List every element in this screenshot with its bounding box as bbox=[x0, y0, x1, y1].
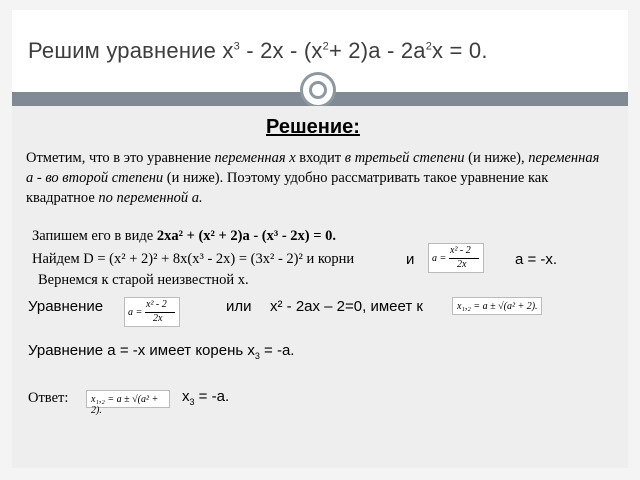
form-line: Запишем его в виде 2xa² + (x² + 2)a - (x³ - 2x) = 0. bbox=[32, 228, 337, 244]
slide-title: Решим уравнение $x^3 - 2x - (x^2+ 2)a - 2a^2x = 0$. bbox=[28, 38, 488, 63]
solution-heading: Решение: bbox=[266, 116, 360, 138]
equation1-or: или bbox=[226, 298, 252, 315]
return-line: Вернемся к старой неизвестной x. bbox=[38, 272, 249, 288]
discriminant-line: Найдем D = (x² + 2)² + 8x(x³ - 2x) = (3x² - 2)² и корни bbox=[32, 251, 355, 267]
ring-ornament-icon bbox=[300, 72, 336, 108]
root-a-minus-x: a = -x. bbox=[515, 251, 558, 268]
intro-paragraph: Отметим, что в это уравнение переменная x входит в третьей степени (и ниже), переменная a - во второй степени (и ниже). Поэтому удобно рассматривать такое уравнение как квадратное по переменной a. bbox=[26, 150, 600, 206]
equation1-rest: x² - 2ax – 2=0, имеет к bbox=[270, 298, 423, 315]
equation-formula-image: a = x² - 2 2x bbox=[124, 297, 180, 327]
answer-label: Ответ: bbox=[28, 390, 69, 406]
root-formula-image: a = x² - 2 2x bbox=[428, 243, 484, 273]
answer-x3: $x_3 = -a$. bbox=[182, 388, 230, 407]
equation1-lead: Уравнение bbox=[28, 298, 104, 315]
x12-formula-image: x₁,₂ = a ± √(a² + 2). bbox=[452, 297, 542, 315]
equation2-line: Уравнение a = -x имеет корень $x_3 = -a$. bbox=[28, 342, 295, 361]
roots-and: и bbox=[406, 251, 415, 268]
answer-x12-formula-image: x₁,₂ = a ± √(a² + 2). bbox=[86, 390, 170, 408]
